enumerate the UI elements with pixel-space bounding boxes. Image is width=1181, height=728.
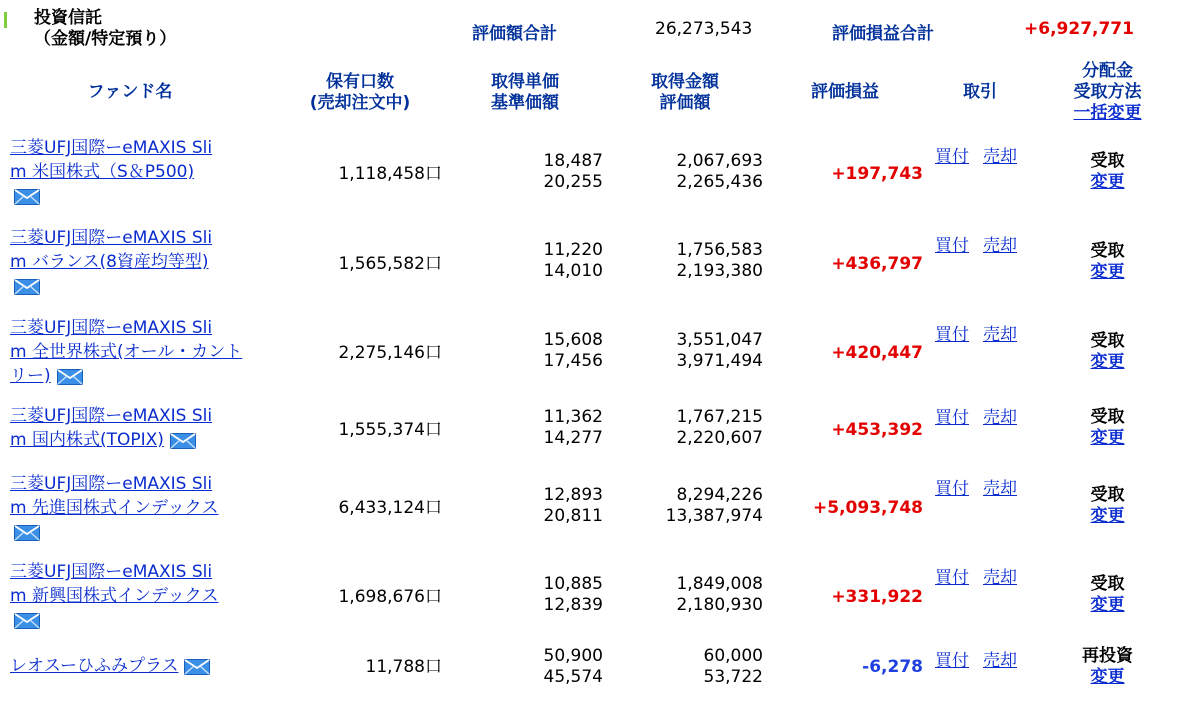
amount-cell: [610, 485, 763, 527]
valuation-value: 2,265,436: [676, 172, 763, 192]
amount-cell: [610, 330, 763, 372]
trade-cell: [935, 646, 1031, 671]
trade-cell: [935, 474, 1031, 499]
valuation-value: 2,193,380: [676, 261, 763, 281]
trade-cell: [935, 320, 1031, 345]
fund-name-cell: [10, 404, 260, 452]
units-value: 2,275,146口: [338, 343, 442, 363]
header-price: [470, 72, 580, 114]
nav-value: 20,255: [543, 172, 603, 192]
nav-value: 20,811: [543, 506, 603, 526]
dist-change-link[interactable]: 変更: [1090, 667, 1125, 687]
acq-amount-value: 1,767,215: [676, 407, 763, 427]
dist-cell: [1060, 331, 1155, 373]
pl-value: +453,392: [831, 420, 923, 440]
acq-amount-value: 2,067,693: [676, 151, 763, 171]
trade-cell: [935, 563, 1031, 588]
fund-name-link[interactable]: 三菱UFJ国際ーeMAXIS Sli: [10, 138, 213, 158]
buy-link[interactable]: 買付: [935, 236, 969, 256]
valuation-value: 2,220,607: [676, 428, 763, 448]
acq-amount-value: 1,849,008: [676, 574, 763, 594]
section-accent-bar: [4, 12, 7, 28]
mail-icon[interactable]: [14, 524, 40, 540]
acq-price-value: 11,220: [543, 240, 603, 260]
buy-link[interactable]: 買付: [935, 651, 969, 671]
nav-value: 14,010: [543, 261, 603, 281]
sell-link[interactable]: 売却: [983, 479, 1017, 499]
mail-icon[interactable]: [170, 432, 196, 448]
dist-change-link[interactable]: 変更: [1090, 506, 1125, 526]
units-value: 1,118,458口: [338, 164, 442, 184]
valuation-value: 13,387,974: [665, 506, 763, 526]
acq-price-value: 18,487: [543, 151, 603, 171]
buy-link[interactable]: 買付: [935, 568, 969, 588]
dist-change-link[interactable]: 変更: [1090, 352, 1125, 372]
buy-link[interactable]: 買付: [935, 479, 969, 499]
acq-amount-value: 1,756,583: [676, 240, 763, 260]
section-title-line2: （金額/特定預り）: [34, 29, 177, 49]
dist-change-all-link[interactable]: 一括変更: [1073, 103, 1142, 123]
fund-name-link[interactable]: m 先進国株式インデックス: [10, 498, 219, 518]
pl-value: +420,447: [831, 343, 923, 363]
price-cell: [470, 151, 603, 193]
sell-link[interactable]: 売却: [983, 408, 1017, 428]
buy-link[interactable]: 買付: [935, 147, 969, 167]
amount-cell: [610, 240, 763, 282]
header-amount: [630, 72, 740, 114]
acq-amount-value: 60,000: [703, 646, 763, 666]
units-value: 1,555,374口: [338, 420, 442, 440]
section-title: [34, 8, 176, 50]
header-price-line2: 基準価額: [491, 93, 559, 113]
valuation-value: 53,722: [703, 667, 763, 687]
valuation-total-label: 評価額合計: [472, 24, 557, 44]
header-trade: 取引: [963, 82, 997, 102]
dist-method: 受取: [1090, 485, 1125, 505]
fund-name-link[interactable]: m 米国株式（S＆P500): [10, 162, 195, 182]
fund-name-cell: [10, 226, 260, 294]
header-dist-line2: 受取方法: [1073, 82, 1142, 102]
sell-link[interactable]: 売却: [983, 568, 1017, 588]
mail-icon[interactable]: [57, 368, 83, 384]
dist-method: 受取: [1090, 241, 1125, 261]
dist-method: 受取: [1090, 574, 1125, 594]
buy-link[interactable]: 買付: [935, 325, 969, 345]
header-units: [290, 72, 430, 114]
acq-price-value: 12,893: [543, 485, 603, 505]
dist-method: 再投資: [1082, 646, 1133, 666]
dist-cell: [1060, 407, 1155, 449]
dist-cell: [1060, 646, 1155, 688]
header-dist: [1055, 61, 1160, 124]
fund-name-cell: [10, 316, 260, 388]
fund-name-link[interactable]: m 全世界株式(オール・カント: [10, 342, 243, 362]
units-value: 1,565,582口: [338, 254, 442, 274]
valuation-value: 3,971,494: [676, 351, 763, 371]
dist-method: 受取: [1090, 331, 1125, 351]
sell-link[interactable]: 売却: [983, 651, 1017, 671]
fund-name-link[interactable]: m 国内株式(TOPIX): [10, 430, 164, 450]
section-title-line1: 投資信託: [34, 8, 102, 28]
units-value: 11,788口: [365, 657, 442, 677]
fund-name-cell: [10, 654, 260, 678]
acq-price-value: 11,362: [543, 407, 603, 427]
nav-value: 14,277: [543, 428, 603, 448]
mail-icon[interactable]: [14, 612, 40, 628]
acq-price-value: 15,608: [543, 330, 603, 350]
fund-name-link[interactable]: 三菱UFJ国際ーeMAXIS Sli: [10, 562, 213, 582]
sell-link[interactable]: 売却: [983, 325, 1017, 345]
mail-icon[interactable]: [14, 278, 40, 294]
mail-icon[interactable]: [184, 658, 210, 674]
sell-link[interactable]: 売却: [983, 147, 1017, 167]
fund-name-cell: [10, 560, 260, 628]
header-dist-line1: 分配金: [1082, 61, 1133, 81]
fund-name-link[interactable]: リー): [10, 366, 51, 386]
header-units-line2: (売却注文中): [309, 93, 411, 113]
buy-link[interactable]: 買付: [935, 408, 969, 428]
acq-price-value: 10,885: [543, 574, 603, 594]
fund-name-cell: [10, 136, 260, 204]
dist-cell: [1060, 574, 1155, 616]
pl-value: +197,743: [831, 164, 923, 184]
nav-value: 45,574: [543, 667, 603, 687]
fund-name-link[interactable]: 三菱UFJ国際ーeMAXIS Sli: [10, 406, 213, 426]
nav-value: 12,839: [543, 595, 603, 615]
fund-name-link[interactable]: m バランス(8資産均等型): [10, 252, 209, 272]
dist-cell: [1060, 151, 1155, 193]
pl-value: -6,278: [862, 657, 923, 677]
price-cell: [470, 330, 603, 372]
price-cell: [470, 240, 603, 282]
dist-cell: [1060, 241, 1155, 283]
header-amount-line2: 評価額: [659, 93, 711, 113]
pl-total-value: +6,927,771: [1024, 19, 1134, 39]
amount-cell: [610, 646, 763, 688]
acq-price-value: 50,900: [543, 646, 603, 666]
fund-name-link[interactable]: m 新興国株式インデックス: [10, 586, 219, 606]
price-cell: [470, 485, 603, 527]
mail-icon[interactable]: [14, 188, 40, 204]
dist-method: 受取: [1090, 151, 1125, 171]
units-value: 1,698,676口: [338, 587, 442, 607]
acq-amount-value: 3,551,047: [676, 330, 763, 350]
acq-amount-value: 8,294,226: [676, 485, 763, 505]
header-price-line1: 取得単価: [491, 72, 559, 92]
dist-change-link[interactable]: 変更: [1090, 262, 1125, 282]
dist-change-link[interactable]: 変更: [1090, 595, 1125, 615]
valuation-value: 2,180,930: [676, 595, 763, 615]
amount-cell: [610, 407, 763, 449]
header-amount-line1: 取得金額: [651, 72, 719, 92]
fund-name-link[interactable]: 三菱UFJ国際ーeMAXIS Sli: [10, 474, 213, 494]
dist-change-link[interactable]: 変更: [1090, 428, 1125, 448]
header-units-line1: 保有口数: [326, 72, 394, 92]
price-cell: [470, 574, 603, 616]
fund-name-link[interactable]: 三菱UFJ国際ーeMAXIS Sli: [10, 228, 213, 248]
price-cell: [470, 407, 603, 449]
units-value: 6,433,124口: [338, 498, 442, 518]
trade-cell: [935, 403, 1031, 428]
dist-cell: [1060, 485, 1155, 527]
trade-cell: [935, 231, 1031, 256]
fund-name-link[interactable]: レオスーひふみプラス: [10, 656, 179, 676]
header-pl: 評価損益: [811, 82, 879, 102]
pl-value: +5,093,748: [813, 498, 923, 518]
fund-name-cell: [10, 472, 260, 540]
trade-cell: [935, 142, 1031, 167]
dist-method: 受取: [1090, 407, 1125, 427]
dist-change-link[interactable]: 変更: [1090, 172, 1125, 192]
amount-cell: [610, 151, 763, 193]
pl-value: +436,797: [831, 254, 923, 274]
nav-value: 17,456: [543, 351, 603, 371]
pl-value: +331,922: [831, 587, 923, 607]
fund-name-link[interactable]: 三菱UFJ国際ーeMAXIS Sli: [10, 318, 213, 338]
pl-total-label: 評価損益合計: [832, 24, 934, 44]
valuation-total-value: 26,273,543: [655, 19, 753, 39]
price-cell: [470, 646, 603, 688]
header-fund-name: ファンド名: [87, 82, 173, 102]
amount-cell: [610, 574, 763, 616]
sell-link[interactable]: 売却: [983, 236, 1017, 256]
